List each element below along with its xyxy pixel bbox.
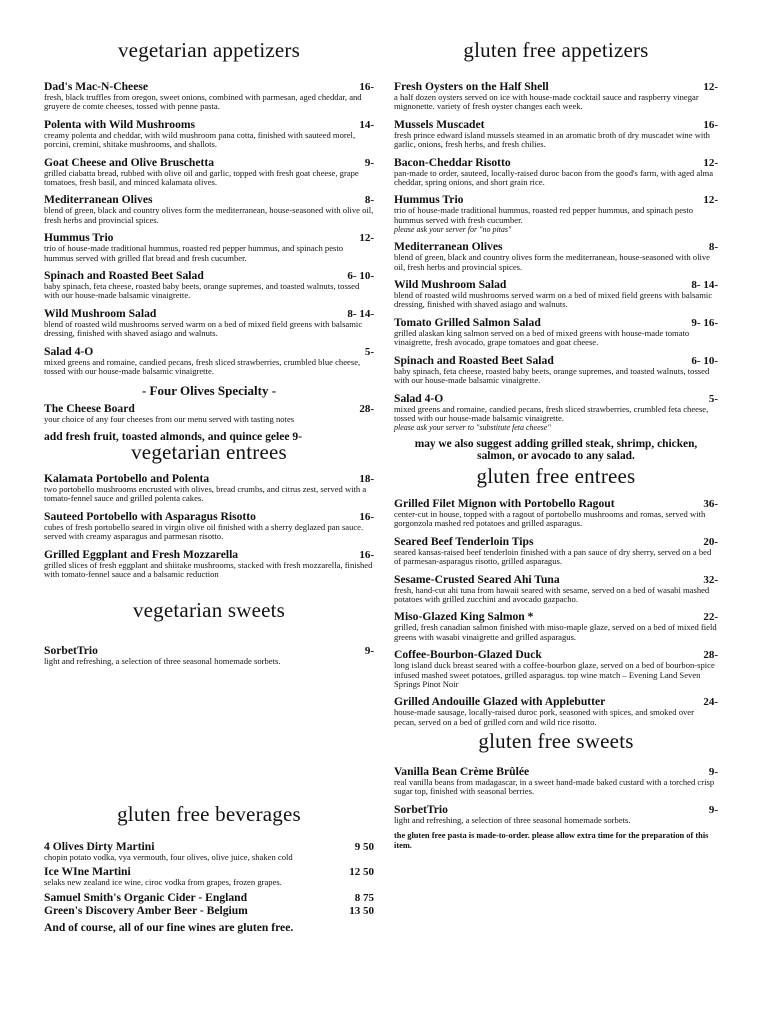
menu-item: Samuel Smith's Organic Cider - England 8 75 bbox=[44, 890, 374, 904]
menu-item: Sesame-Crusted Seared Ahi Tuna 32- fresh, hand-cut ahi tuna from hawaii seared with sesame, served on a bed of wasabi mashed potatoes with grilled zucchini and avocado gazpacho. bbox=[394, 572, 718, 605]
section-title-gluten-free-sweets: gluten free sweets bbox=[478, 729, 634, 753]
section-title-gluten-free-appetizers: gluten free appetizers bbox=[463, 38, 649, 62]
menu-item: Wild Mushroom Salad 8- 14- blend of roasted wild mushrooms served warm on a bed of mixed field greens with balsamic dressing, finished with shaved asiago and walnuts. bbox=[394, 278, 718, 310]
section-title-vegetarian-sweets: vegetarian sweets bbox=[132, 598, 286, 622]
menu-item: Coffee-Bourbon-Glazed Duck 28- long island duck breast seared with a coffee-bourbon glaze, served on a bed of bourbon-spice infused mashed sweet potatoes, grilled asparagus. top wine match – Evening Land Seven Springs Pinot Noir bbox=[394, 648, 718, 690]
menu-item: Grilled Andouille Glazed with Applebutter 24- house-made sausage, locally-raised duroc pork, seasoned with spices, and smoked over pecan, served on a bed of grilled corn and wild rice risotto. bbox=[394, 695, 718, 727]
menu-item: SorbetTrio 9- light and refreshing, a selection of three seasonal homemade sorbets. bbox=[44, 644, 374, 666]
gluten-free-beverages-list bbox=[44, 840, 374, 934]
menu-item: Seared Beef Tenderloin Tips 20- seared kansas-raised beef tenderloin finished with a pan sauce of dry sherry, served on a bed of parmesan-asparagus risotto, grilled asparagus. bbox=[394, 534, 718, 567]
menu-item: Wild Mushroom Salad 8- 14- blend of roasted wild mushrooms served warm on a bed of mixed field greens with balsamic dressing, finished with shaved asiago and walnuts. bbox=[44, 306, 374, 339]
vegetarian-appetizers-list bbox=[44, 80, 374, 443]
menu-item: Grilled Filet Mignon with Portobello Ragout 36- center-cut in house, topped with a ragout of portobello mushrooms and romas, served with gorgonzola mashed red potatoes and grilled asparagus. bbox=[394, 497, 718, 529]
menu-item: Hummus Trio 12- trio of house-made traditional hummus, roasted red pepper hummus, and spinach pesto hummus served with grilled flat bread and fresh cucumber. bbox=[44, 231, 374, 263]
menu-item: Miso-Glazed King Salmon * 22- grilled, fresh canadian salmon finished with miso-maple glaze, served on a bed of mixed field greens with wasabi vinaigrette and grilled asparagus. bbox=[394, 610, 718, 642]
menu-item: Polenta with Wild Mushrooms 14- creamy polenta and cheddar, with wild mushroom pana cotta, finished with sauteed morel, porcini, cremini, shitake mushrooms, and shallots. bbox=[44, 117, 374, 150]
gluten-free-appetizers-list bbox=[394, 80, 718, 462]
menu-item: Mussels Muscadet 16- fresh prince edward island mussels steamed in an aromatic broth of dry muscadet wine with garlic, onions, fresh herbs, and fresh chilies. bbox=[394, 117, 718, 150]
menu-item: Bacon-Cheddar Risotto 12- pan-made to order, sauteed, locally-raised duroc bacon from the good's farm, with aged alma cheddar, spring onions, and short grain rice. bbox=[394, 155, 718, 188]
cheese-board-addon: add fresh fruit, toasted almonds, and quince gelee 9- bbox=[44, 429, 303, 443]
menu-item: Tomato Grilled Salmon Salad 9- 16- grilled alaskan king salmon served on a bed of mixed greens with house-made tomato vinaigrette, fresh avocado, grape tomatoes and goat cheese. bbox=[394, 315, 718, 348]
menu-item: Grilled Eggplant and Fresh Mozzarella 16- grilled slices of fresh eggplant and shiitake mushrooms, stacked with fresh mozzarella, finished with tomato-fennel sauce and a balsamic reduction bbox=[44, 547, 374, 580]
gluten-free-pasta-note: the gluten free pasta is made-to-order. please allow extra time for the preparation of this item. bbox=[394, 831, 709, 850]
menu-item: Mediterranean Olives 8- blend of green, black and country olives form the mediterranean, house-seasoned with olive oil, fresh herbs and provincial spices. bbox=[394, 240, 718, 272]
vegetarian-entrees-list bbox=[44, 472, 374, 585]
menu-item: Green's Discovery Amber Beer - Belgium 13 50 bbox=[44, 903, 374, 917]
menu-item: Goat Cheese and Olive Bruschetta 9- grilled ciabatta bread, rubbed with olive oil and garlic, topped with fresh goat cheese, grape tomatoes, fresh basil, and minced kalamata olives. bbox=[44, 155, 374, 188]
wines-note: And of course, all of our fine wines are gluten free. bbox=[44, 920, 294, 934]
menu-item: Sauteed Portobello with Asparagus Risotto 16- cubes of fresh portobello seared in virgin olive oil finished with a sherry deglazed pan sauce. served with creamy asparagus and parmesan risotto. bbox=[44, 509, 374, 542]
section-title-gluten-free-beverages: gluten free beverages bbox=[117, 802, 301, 826]
section-title-gluten-free-entrees: gluten free entrees bbox=[476, 464, 636, 488]
salad-addition-suggestion: may we also suggest adding grilled steak, shrimp, chicken, salmon, or avocado to any salad. bbox=[414, 438, 698, 463]
menu-item: Mediterranean Olives 8- blend of green, black and country olives form the mediterranean, house-seasoned with olive oil, fresh herbs and provincial spices. bbox=[44, 193, 374, 225]
menu-item: Dad's Mac-N-Cheese 16- fresh, black truffles from oregon, sweet onions, combined with parmesan, aged cheddar, and gruyere de comte cheeses, tossed with penne pasta. bbox=[44, 80, 374, 112]
menu-item-cheese-board: The Cheese Board 28- your choice of any four cheeses from our menu served with tasting notes bbox=[44, 401, 374, 424]
menu-item: Ice WIne Martini 12 50 selaks new zealand ice wine, ciroc vodka from grapes, frozen grapes. bbox=[44, 865, 374, 888]
menu-item: SorbetTrio 9- light and refreshing, a selection of three seasonal homemade sorbets. bbox=[394, 802, 718, 825]
menu-item: Kalamata Portobello and Polenta 18- two portobello mushrooms encrusted with olives, bread crumbs, and citrus zest, served with a tomato-fennel sauce and grilled polenta cakes. bbox=[44, 472, 374, 504]
specialty-heading: - Four Olives Specialty - bbox=[141, 382, 277, 398]
server-note: please ask your server for "no pitas" bbox=[394, 225, 512, 235]
gluten-free-sweets-list bbox=[394, 765, 718, 850]
menu-item: Vanilla Bean Crème Brûlée 9- real vanilla beans from madagascar, in a sweet hand-made baked custard with a torched crisp sugar top, finished with seasonal berries. bbox=[394, 765, 718, 797]
menu-item: Fresh Oysters on the Half Shell 12- a half dozen oysters served on ice with house-made cocktail sauce and raspberry vinegar mignonette. variety of fresh oyster changes each week. bbox=[394, 80, 718, 112]
menu-item: Spinach and Roasted Beet Salad 6- 10- baby spinach, feta cheese, roasted baby beets, orange supremes, and toasted walnuts, tossed with our house-made balsamic vinaigrette. bbox=[394, 353, 718, 386]
gluten-free-entrees-list bbox=[394, 497, 718, 733]
section-title-vegetarian-appetizers: vegetarian appetizers bbox=[117, 38, 300, 62]
menu-item: Salad 4-O 5- mixed greens and romaine, candied pecans, fresh sliced strawberries, crumbled blue cheese, tossed with our house-made balsamic vinaigrette. bbox=[44, 344, 374, 377]
menu-item: Salad 4-O 5- mixed greens and romaine, candied pecans, fresh sliced strawberries, crumbled feta cheese, tossed with our house-made balsamic vinaigrette. please ask your server to "substitute feta cheese" bbox=[394, 391, 718, 433]
section-title-vegetarian-entrees: vegetarian entrees bbox=[131, 440, 287, 464]
menu-item: Spinach and Roasted Beet Salad 6- 10- baby spinach, feta cheese, roasted baby beets, orange supremes, and toasted walnuts, tossed with our house-made balsamic vinaigrette. bbox=[44, 269, 374, 301]
menu-item: 4 Olives Dirty Martini 9 50 chopin potato vodka, vya vermouth, four olives, olive juice, shaken cold bbox=[44, 840, 374, 862]
server-note: please ask your server to "substitute feta cheese" bbox=[394, 423, 551, 433]
menu-item: Hummus Trio 12- trio of house-made traditional hummus, roasted red pepper hummus, and spinach pesto hummus served with fresh cucumber. please ask your server for "no pitas" bbox=[394, 193, 718, 235]
vegetarian-sweets-list bbox=[44, 644, 374, 672]
